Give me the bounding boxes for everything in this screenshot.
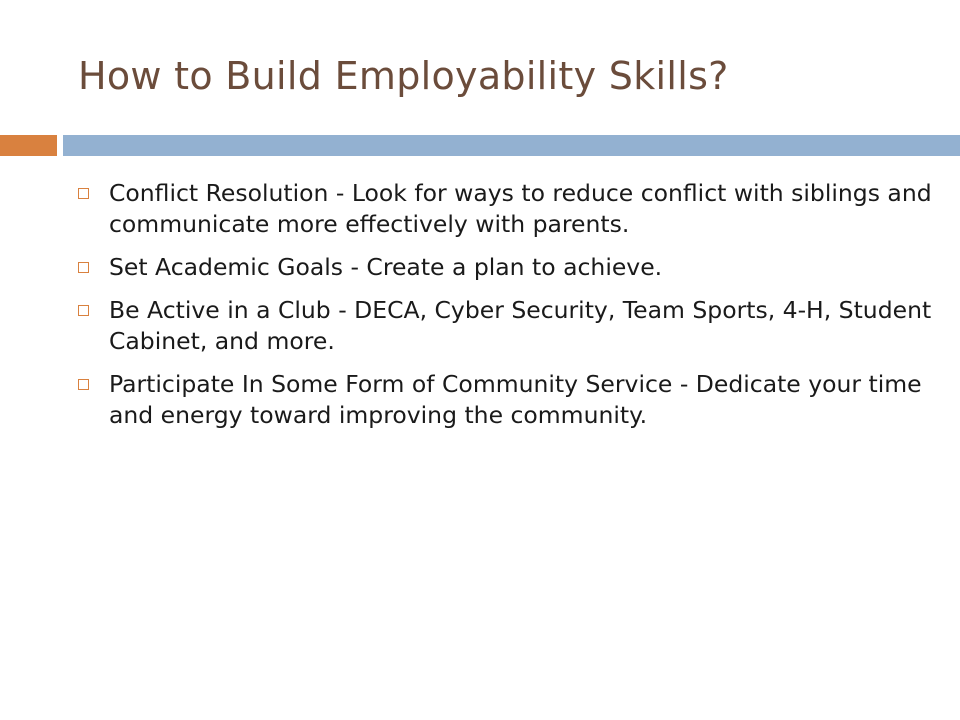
bullet-text: Set Academic Goals - Create a plan to achieve.: [109, 253, 663, 281]
slide-title: How to Build Employability Skills?: [78, 54, 729, 98]
bullet-text: Be Active in a Club - DECA, Cyber Security, Team Sports, 4-H, Student Cabinet, and more.: [109, 296, 932, 355]
bullet-item: [78, 178, 938, 240]
square-bullet-icon: [78, 305, 89, 316]
square-bullet-icon: [78, 262, 89, 273]
square-bullet-icon: [78, 379, 89, 390]
bullet-item: [78, 295, 938, 357]
bullet-item: [78, 369, 938, 431]
bullet-text: Conflict Resolution - Look for ways to reduce conflict with siblings and communicate more effectively with parents.: [109, 179, 932, 238]
square-bullet-icon: [78, 188, 89, 199]
bullet-item: [78, 252, 938, 283]
accent-bar-orange: [0, 135, 57, 156]
bullet-text: Participate In Some Form of Community Service - Dedicate your time and energy toward improving the community.: [109, 370, 922, 429]
bullet-list: [78, 178, 938, 443]
accent-bar-blue: [63, 135, 960, 156]
